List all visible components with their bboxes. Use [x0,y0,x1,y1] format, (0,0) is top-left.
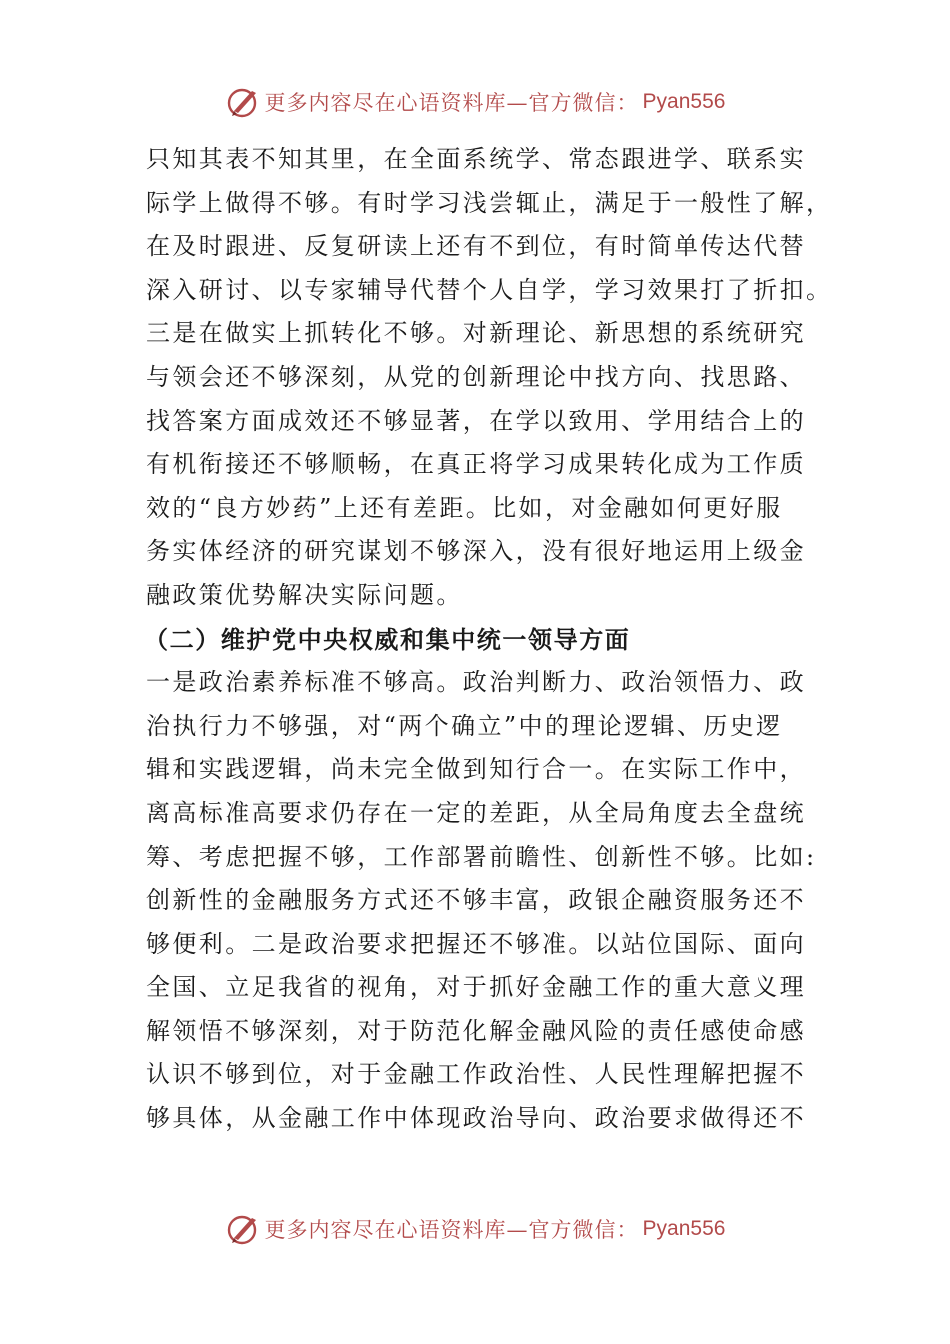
footer-watermark-text: 更多内容尽在心语资料库—官方微信： [264,1218,639,1242]
text-line: 在及时跟进、反复研读上还有不到位，有时简单传达代替 [146,232,806,261]
text-line: 认识不够到位，对于金融工作政治性、人民性理解把握不 [146,1060,806,1089]
text-line: 够具体，从金融工作中体现政治导向、政治要求做得还不 [146,1104,806,1133]
text-line: 筹、考虑把握不够，工作部署前瞻性、创新性不够。比如: [146,842,817,871]
text-line: 够便利。二是政治要求把握还不够准。以站位国际、面向 [146,929,806,958]
text-line: 一是政治素养标准不够高。政治判断力、政治领悟力、政 [146,668,806,697]
text-line: 融政策优势解决实际问题。 [146,580,463,609]
header-watermark [0,82,950,122]
footer-wechat-id: Pyan556 [642,1217,726,1240]
text-line: 创新性的金融服务方式还不够丰富，政银企融资服务还不 [146,886,806,915]
header-wechat-id: Pyan556 [642,90,726,113]
footer-watermark [0,1209,950,1249]
text-line: 务实体经济的研究谋划不够深入，没有很好地运用上级金 [146,537,806,566]
section-heading: （二）维护党中央权威和集中统一领导方面 [144,624,631,654]
text-line: 有机衔接还不够顺畅，在真正将学习成果转化成为工作质 [146,450,806,479]
text-line: 深入研讨、以专家辅导代替个人自学，学习效果打了折扣。 [146,275,833,304]
text-line: 全国、立足我省的视角，对于抓好金融工作的重大意义理 [146,973,806,1002]
text-line: 辑和实践逻辑，尚未完全做到知行合一。在实际工作中， [146,755,806,784]
pen-logo-icon [225,1211,261,1247]
text-line: 离高标准高要求仍存在一定的差距，从全局角度去全盘统 [146,798,806,827]
text-line: 解领悟不够深刻，对于防范化解金融风险的责任感使命感 [146,1016,806,1045]
pen-logo-icon [225,84,261,120]
document-body [144,138,833,1141]
text-line: 三是在做实上抓转化不够。对新理论、新思想的系统研究 [146,319,806,348]
text-line: 与领会还不够深刻，从党的创新理论中找方向、找思路、 [146,362,806,391]
text-line: 治执行力不够强，对“两个确立”中的理论逻辑、历史逻 [146,711,783,740]
text-line: 效的“良方妙药”上还有差距。比如，对金融如何更好服 [146,493,783,522]
text-line: 只知其表不知其里，在全面系统学、常态跟进学、联系实 [146,145,806,173]
text-line: 找答案方面成效还不够显著，在学以致用、学用结合上的 [146,406,806,435]
text-line: 际学上做得不够。有时学习浅尝辄止，满足于一般性了解， [146,188,833,217]
header-watermark-text: 更多内容尽在心语资料库—官方微信： [264,91,639,115]
